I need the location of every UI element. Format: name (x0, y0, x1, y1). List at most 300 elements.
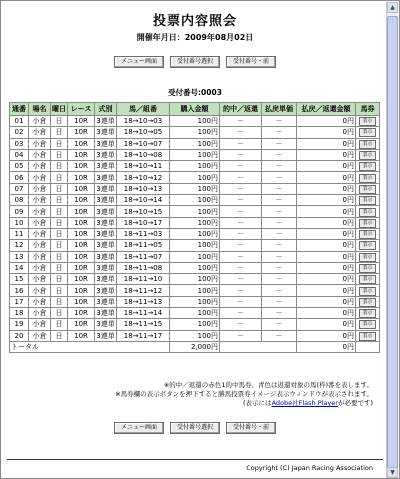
cell-no: 09 (10, 206, 29, 217)
cell-combo: 18→10→17 (117, 217, 170, 228)
select-receipt-button[interactable]: 受付番号選択 (170, 56, 220, 68)
cell-payout: 0円 (297, 149, 356, 160)
cell-combo: 18→11→03 (117, 228, 170, 239)
cell-day: 日 (51, 116, 68, 127)
cell-ticket (356, 217, 380, 228)
table-row (10, 296, 380, 307)
cell-type: 3連単 (96, 173, 115, 182)
vertical-scrollbar[interactable] (386, 2, 398, 478)
cell-race: 10R (68, 161, 95, 172)
cell-unit: － (262, 116, 297, 127)
total-amount: 2,000円 (170, 341, 220, 352)
cell-payout: 0円 (297, 172, 356, 183)
cell-day: 日 (51, 330, 68, 341)
cell-venue: 小倉 (29, 138, 51, 149)
cell-venue: 小倉 (29, 330, 51, 341)
cell-no: 10 (10, 217, 29, 228)
show-ticket-button[interactable]: 表示 (359, 117, 375, 126)
cell-type: 3連単 (96, 117, 115, 126)
cell-combo: 18→11→08 (117, 262, 170, 273)
table-row (10, 308, 380, 319)
page-title: 投票内容照会 (152, 14, 237, 29)
table-row (10, 228, 380, 239)
cell-combo: 18→11→17 (117, 330, 170, 341)
cell-unit: － (262, 149, 297, 160)
total-empty (220, 341, 297, 352)
cell-type: 3連単 (96, 218, 115, 227)
cell-combo: 18→10→14 (117, 195, 170, 206)
cell-race: 10R (68, 262, 95, 273)
cell-unit: － (262, 183, 297, 194)
cell-amount: 100円 (170, 127, 220, 138)
table-header-row (10, 103, 380, 116)
cell-type: 3連単 (96, 264, 115, 272)
show-ticket-button[interactable]: 表示 (359, 253, 375, 262)
cell-ticket (356, 172, 380, 183)
cell-venue: 小倉 (29, 183, 51, 194)
cell-race: 10R (68, 319, 95, 330)
cell-hit: － (220, 319, 262, 330)
cell-combo: 18→10→03 (117, 116, 170, 127)
copyright-text: Copyright (C) Japan Racing Association (246, 464, 373, 472)
note-color-legend: ※的中／返還の赤色1的中馬券、青色は返還対象の馬(枠)番を表します。 (163, 381, 373, 389)
cell-ticket (356, 138, 380, 149)
cell-type: 3連単 (96, 184, 115, 193)
table-row (10, 319, 380, 330)
cell-type: 3連単 (96, 139, 115, 148)
cell-amount: 100円 (170, 296, 220, 307)
menu-screen-button-bottom[interactable]: メニュー画面 (114, 422, 164, 434)
cell-no: 07 (10, 183, 29, 194)
cell-ticket (356, 240, 380, 251)
cell-race: 10R (68, 172, 95, 183)
scroll-down-arrow-icon[interactable]: ▼ (387, 467, 398, 478)
total-payout: 0円 (297, 341, 356, 352)
cell-day: 日 (51, 285, 68, 296)
table-row (10, 285, 380, 296)
cell-venue: 小倉 (29, 240, 51, 251)
column-header: 購入金額 (170, 103, 220, 116)
table-row (10, 240, 380, 251)
table-row (10, 116, 380, 127)
column-header: 式別 (95, 103, 117, 116)
cell-race: 10R (68, 138, 95, 149)
cell-race: 10R (68, 285, 95, 296)
cell-amount: 100円 (170, 161, 220, 172)
cell-payout: 0円 (297, 195, 356, 206)
cell-no: 04 (10, 149, 29, 160)
cell-amount: 100円 (170, 228, 220, 239)
cell-payout: 0円 (297, 161, 356, 172)
cell-day: 日 (51, 296, 68, 307)
show-ticket-button[interactable]: 表示 (359, 208, 375, 217)
cell-ticket (356, 274, 380, 285)
cell-payout: 0円 (297, 127, 356, 138)
cell-no: 13 (10, 251, 29, 262)
page-content (3, 1, 387, 478)
cell-no: 18 (10, 308, 29, 319)
cell-day: 日 (51, 262, 68, 273)
cell-ticket (356, 285, 380, 296)
table-row (10, 161, 380, 172)
cell-combo: 18→11→15 (117, 319, 170, 330)
select-receipt-button-bottom[interactable]: 受付番号選択 (170, 422, 220, 434)
cell-payout: 0円 (297, 285, 356, 296)
cell-no: 19 (10, 319, 29, 330)
cell-no: 15 (10, 274, 29, 285)
cell-combo: 18→10→13 (117, 183, 170, 194)
cell-ticket (356, 183, 380, 194)
cell-type: 3連単 (96, 128, 115, 137)
show-ticket-button[interactable]: 表示 (359, 151, 375, 160)
cell-type: 3連単 (96, 241, 115, 250)
show-ticket-button[interactable]: 表示 (359, 309, 375, 318)
cell-no: 08 (10, 195, 29, 206)
show-ticket-button[interactable]: 表示 (359, 219, 375, 228)
cell-day: 日 (51, 308, 68, 319)
cell-type: 3連単 (96, 230, 115, 239)
cell-payout: 0円 (297, 138, 356, 149)
show-ticket-button[interactable]: 表示 (359, 298, 375, 307)
table-row (10, 138, 380, 149)
cell-combo: 18→10→05 (117, 127, 170, 138)
cell-hit: － (220, 262, 262, 273)
flash-player-link[interactable]: Adobe社Flash Player (271, 399, 338, 407)
cell-amount: 100円 (170, 319, 220, 330)
column-header: レース (68, 103, 95, 116)
table-row (10, 195, 380, 206)
cell-payout: 0円 (297, 240, 356, 251)
cell-race: 10R (68, 149, 95, 160)
table-row (10, 217, 380, 228)
cell-hit: － (220, 116, 262, 127)
cell-no: 16 (10, 285, 29, 296)
column-header: 場名 (29, 103, 51, 116)
cell-hit: － (220, 127, 262, 138)
show-ticket-button[interactable]: 表示 (359, 196, 375, 205)
cell-race: 10R (68, 116, 95, 127)
cell-race: 10R (68, 217, 95, 228)
cell-hit: － (220, 296, 262, 307)
cell-no: 12 (10, 240, 29, 251)
cell-unit: － (262, 285, 297, 296)
cell-no: 06 (10, 172, 29, 183)
cell-hit: － (220, 195, 262, 206)
show-ticket-button[interactable]: 表示 (359, 140, 375, 149)
column-header: 馬券 (356, 103, 380, 116)
table-row (10, 251, 380, 262)
cell-no: 11 (10, 228, 29, 239)
note-flash-requirement (13, 399, 373, 408)
cell-unit: － (262, 274, 297, 285)
cell-ticket (356, 296, 380, 307)
cell-hit: － (220, 330, 262, 341)
note-ticket-button: ※馬券欄の表示ボタンを押下すると勝馬投票券イメージ表示ウィンドウが表示されます。 (115, 390, 373, 398)
bottom-button-row (3, 422, 387, 434)
cell-type: 3連単 (96, 162, 115, 171)
cell-amount: 100円 (170, 206, 220, 217)
column-header: 曜日 (51, 103, 68, 116)
bet-table (9, 102, 380, 353)
cell-hit: － (220, 183, 262, 194)
show-ticket-button[interactable]: 表示 (359, 332, 375, 341)
cell-day: 日 (51, 228, 68, 239)
show-ticket-button[interactable]: 表示 (359, 162, 375, 171)
cell-no: 14 (10, 262, 29, 273)
cell-combo: 18→11→14 (117, 308, 170, 319)
cell-unit: － (262, 172, 297, 183)
cell-venue: 小倉 (29, 149, 51, 160)
cell-ticket (356, 228, 380, 239)
cell-venue: 小倉 (29, 195, 51, 206)
cell-hit: － (220, 240, 262, 251)
cell-venue: 小倉 (29, 172, 51, 183)
cell-combo: 18→11→10 (117, 274, 170, 285)
cell-race: 10R (68, 127, 95, 138)
cell-day: 日 (51, 138, 68, 149)
cell-hit: － (220, 285, 262, 296)
cell-payout: 0円 (297, 308, 356, 319)
show-ticket-button[interactable]: 表示 (359, 230, 375, 239)
cell-amount: 100円 (170, 240, 220, 251)
receipt-number: 受付番号:0003 (168, 88, 222, 97)
cell-payout: 0円 (297, 228, 356, 239)
table-row (10, 262, 380, 273)
cell-unit: － (262, 308, 297, 319)
cell-day: 日 (51, 195, 68, 206)
cell-venue: 小倉 (29, 285, 51, 296)
cell-venue: 小倉 (29, 116, 51, 127)
cell-unit: － (262, 228, 297, 239)
cell-unit: － (262, 296, 297, 307)
cell-payout: 0円 (297, 251, 356, 262)
show-ticket-button[interactable]: 表示 (359, 264, 375, 273)
cell-unit: － (262, 217, 297, 228)
column-header: 払戻／返還金額 (297, 103, 356, 116)
cell-payout: 0円 (297, 183, 356, 194)
footer-divider (7, 459, 383, 460)
cell-unit: － (262, 319, 297, 330)
scroll-thumb[interactable] (387, 16, 398, 471)
table-row (10, 330, 380, 341)
cell-ticket (356, 262, 380, 273)
cell-venue: 小倉 (29, 296, 51, 307)
cell-ticket (356, 195, 380, 206)
cell-race: 10R (68, 195, 95, 206)
total-label: トータル (10, 341, 170, 352)
cell-ticket (356, 206, 380, 217)
cell-no: 17 (10, 296, 29, 307)
show-ticket-button[interactable]: 表示 (359, 275, 375, 284)
column-header: 払戻単価 (262, 103, 297, 116)
cell-venue: 小倉 (29, 228, 51, 239)
cell-ticket (356, 161, 380, 172)
cell-type: 3連単 (96, 151, 115, 160)
table-row (10, 149, 380, 160)
prev-receipt-button[interactable]: 受付番号・前 (226, 56, 276, 68)
cell-ticket (356, 251, 380, 262)
cell-venue: 小倉 (29, 274, 51, 285)
cell-day: 日 (51, 319, 68, 330)
cell-day: 日 (51, 172, 68, 183)
cell-amount: 100円 (170, 138, 220, 149)
cell-type: 3連単 (96, 309, 115, 318)
show-ticket-button[interactable]: 表示 (359, 128, 375, 137)
cell-no: 20 (10, 330, 29, 341)
cell-amount: 100円 (170, 330, 220, 341)
cell-type: 3連単 (96, 275, 115, 284)
cell-hit: － (220, 251, 262, 262)
cell-day: 日 (51, 161, 68, 172)
cell-amount: 100円 (170, 217, 220, 228)
cell-ticket (356, 127, 380, 138)
cell-amount: 100円 (170, 195, 220, 206)
cell-day: 日 (51, 274, 68, 285)
cell-unit: － (262, 262, 297, 273)
meeting-date: 開催年月日：2009年08月02日 (136, 33, 254, 42)
cell-ticket (356, 308, 380, 319)
cell-combo: 18→10→07 (117, 138, 170, 149)
cell-venue: 小倉 (29, 161, 51, 172)
show-ticket-button[interactable]: 表示 (359, 185, 375, 194)
cell-race: 10R (68, 228, 95, 239)
cell-no: 02 (10, 127, 29, 138)
cell-combo: 18→10→12 (117, 172, 170, 183)
cell-unit: － (262, 138, 297, 149)
note-flash-pre: (表示には (243, 399, 272, 407)
cell-payout: 0円 (297, 319, 356, 330)
cell-amount: 100円 (170, 172, 220, 183)
total-ticket-empty (356, 341, 380, 352)
cell-race: 10R (68, 274, 95, 285)
cell-hit: － (220, 274, 262, 285)
cell-amount: 100円 (170, 149, 220, 160)
top-button-row (3, 56, 387, 68)
cell-day: 日 (51, 217, 68, 228)
cell-day: 日 (51, 251, 68, 262)
cell-hit: － (220, 161, 262, 172)
cell-race: 10R (68, 240, 95, 251)
cell-race: 10R (68, 308, 95, 319)
cell-unit: － (262, 206, 297, 217)
cell-type: 3連単 (96, 286, 115, 295)
cell-type: 3連単 (96, 297, 115, 306)
note-flash-post: が必要です) (337, 399, 373, 407)
cell-type: 3連単 (96, 196, 115, 205)
cell-no: 05 (10, 161, 29, 172)
cell-hit: － (220, 206, 262, 217)
menu-screen-button[interactable]: メニュー画面 (114, 56, 164, 68)
cell-amount: 100円 (170, 308, 220, 319)
column-header: 的中／返還 (220, 103, 262, 116)
cell-payout: 0円 (297, 296, 356, 307)
cell-ticket (356, 149, 380, 160)
cell-combo: 18→11→12 (117, 285, 170, 296)
cell-type: 3連単 (96, 331, 115, 340)
cell-no: 01 (10, 116, 29, 127)
cell-combo: 18→11→13 (117, 296, 170, 307)
scroll-up-arrow-icon[interactable]: ▲ (387, 2, 398, 13)
table-row (10, 183, 380, 194)
cell-unit: － (262, 251, 297, 262)
cell-unit: － (262, 240, 297, 251)
cell-combo: 18→10→08 (117, 149, 170, 160)
cell-payout: 0円 (297, 330, 356, 341)
cell-venue: 小倉 (29, 262, 51, 273)
cell-amount: 100円 (170, 262, 220, 273)
cell-hit: － (220, 217, 262, 228)
cell-venue: 小倉 (29, 308, 51, 319)
cell-day: 日 (51, 240, 68, 251)
cell-hit: － (220, 172, 262, 183)
cell-hit: － (220, 228, 262, 239)
cell-payout: 0円 (297, 206, 356, 217)
cell-unit: － (262, 330, 297, 341)
cell-combo: 18→10→15 (117, 206, 170, 217)
cell-amount: 100円 (170, 183, 220, 194)
cell-ticket (356, 319, 380, 330)
cell-amount: 100円 (170, 116, 220, 127)
cell-hit: － (220, 308, 262, 319)
cell-unit: － (262, 161, 297, 172)
cell-day: 日 (51, 127, 68, 138)
cell-payout: 0円 (297, 274, 356, 285)
cell-venue: 小倉 (29, 319, 51, 330)
cell-race: 10R (68, 251, 95, 262)
show-ticket-button[interactable]: 表示 (359, 174, 375, 183)
cell-race: 10R (68, 206, 95, 217)
cell-ticket (356, 116, 380, 127)
show-ticket-button[interactable]: 表示 (359, 287, 375, 296)
table-row (10, 172, 380, 183)
cell-amount: 100円 (170, 274, 220, 285)
cell-race: 10R (68, 183, 95, 194)
cell-payout: 0円 (297, 217, 356, 228)
cell-type: 3連単 (96, 320, 115, 329)
column-header: 通番 (10, 103, 29, 116)
cell-unit: － (262, 127, 297, 138)
cell-race: 10R (68, 296, 95, 307)
total-row (10, 341, 380, 352)
cell-venue: 小倉 (29, 217, 51, 228)
cell-venue: 小倉 (29, 206, 51, 217)
cell-day: 日 (51, 149, 68, 160)
show-ticket-button[interactable]: 表示 (359, 241, 375, 250)
cell-hit: － (220, 149, 262, 160)
cell-venue: 小倉 (29, 251, 51, 262)
cell-amount: 100円 (170, 251, 220, 262)
cell-payout: 0円 (297, 116, 356, 127)
show-ticket-button[interactable]: 表示 (359, 320, 375, 329)
cell-type: 3連単 (96, 207, 115, 216)
cell-hit: － (220, 138, 262, 149)
cell-unit: － (262, 195, 297, 206)
cell-combo: 18→11→07 (117, 251, 170, 262)
cell-amount: 100円 (170, 285, 220, 296)
cell-day: 日 (51, 183, 68, 194)
cell-race: 10R (68, 330, 95, 341)
cell-combo: 18→11→05 (117, 240, 170, 251)
prev-receipt-button-bottom[interactable]: 受付番号・前 (226, 422, 276, 434)
cell-combo: 18→10→11 (117, 161, 170, 172)
cell-ticket (356, 330, 380, 341)
cell-no: 03 (10, 138, 29, 149)
cell-payout: 0円 (297, 262, 356, 273)
table-row (10, 127, 380, 138)
cell-day: 日 (51, 206, 68, 217)
table-row (10, 206, 380, 217)
cell-venue: 小倉 (29, 127, 51, 138)
